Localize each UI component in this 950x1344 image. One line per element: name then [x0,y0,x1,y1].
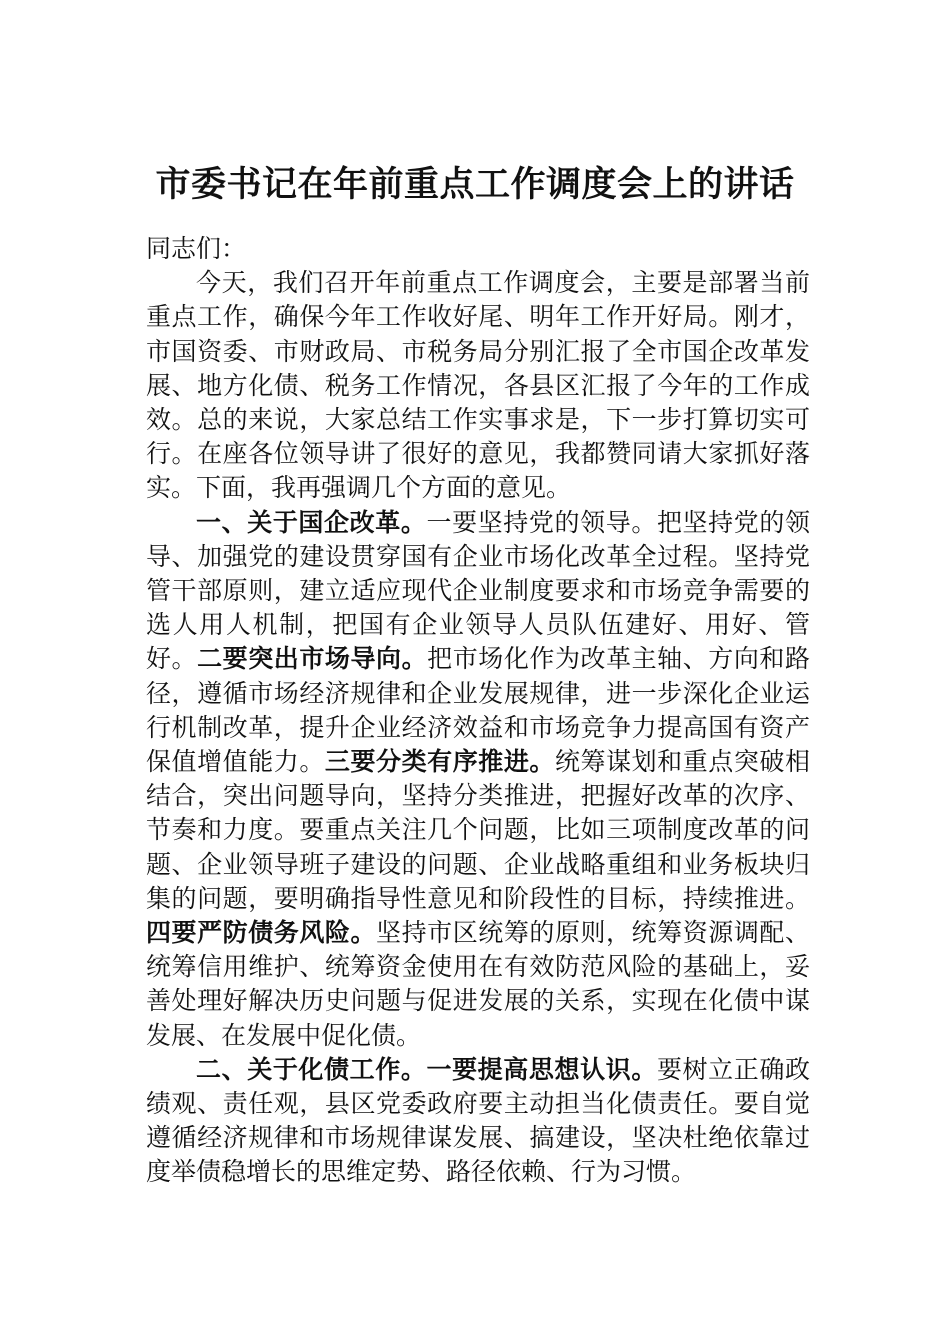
document-title: 市委书记在年前重点工作调度会上的讲话 [155,164,795,205]
section-1-point-1-text: 把坚持党的领导、加强党的建设贯穿国有企业市场化改革全过程。坚持党管干部原则，建立适应现代企业制度要求和市场竞争需要的选人用人机制，把国有企业领导人员队伍建好、用好、管好。 [146,507,810,674]
section-1-heading: 一、关于国企改革。 [196,507,427,537]
section-1-point-1-heading: 一要坚持党的领导。 [426,507,657,537]
section-2-point-1-heading: 一要提高思想认识。 [426,1054,657,1084]
section-1-point-2-text: 把市场化作为改革主轴、方向和路径，遵循市场经济规律和企业发展规律，进一步深化企业运行机制改革，提升企业经济效益和市场竞争力提高国有资产保值增值能力。 [146,644,810,777]
section-1-point-4-heading: 四要严防债务风险。 [146,918,377,948]
intro-paragraph: 今天，我们召开年前重点工作调度会，主要是部署当前重点工作，确保今年工作收好尾、明年工作开好局。刚才，市国资委、市财政局、市税务局分别汇报了全市国企改革发展、地方化债、税务工作情况，各县区汇报了今年的工作成效。总的来说，大家总结工作实事求是，下一步打算切实可行。在座各位领导讲了很好的意见，我都赞同请大家抓好落实。下面，我再强调几个方面的意见。 [146,268,810,503]
section-1-point-3-text: 统筹谋划和重点突破相结合，突出问题导向，坚持分类推进，把握好改革的次序、节奏和力度。要重点关注几个问题，比如三项制度改革的问题、企业领导班子建设的问题、企业战略重组和业务板块归集的问题，要明确指导性意见和阶段性的目标，持续推进。 [146,747,810,913]
section-2-paragraph [146,1053,810,1190]
section-1-point-3-heading: 三要分类有序推进。 [324,747,555,777]
greeting: 同志们： [146,234,247,263]
section-2-point-1-text: 要树立正确政绩观、责任观，县区党委政府要主动担当化债责任。要自觉遵循经济规律和市场规律谋发展、搞建设，坚决杜绝依靠过度举债稳增长的思维定势、路径依赖、行为习惯。 [146,1054,810,1187]
section-1-paragraph [146,506,810,1053]
document-body [146,232,810,1190]
section-2-heading: 二、关于化债工作。 [196,1054,427,1084]
section-1-point-2-heading: 二要突出市场导向。 [197,644,428,674]
section-1-point-4-text: 坚持市区统筹的原则，统筹资源调配、统筹信用维护、统筹资金使用在有效防范风险的基础上，妥善处理好解决历史问题与促进发展的关系，实现在化债中谋发展、在发展中促化债。 [146,918,810,1050]
